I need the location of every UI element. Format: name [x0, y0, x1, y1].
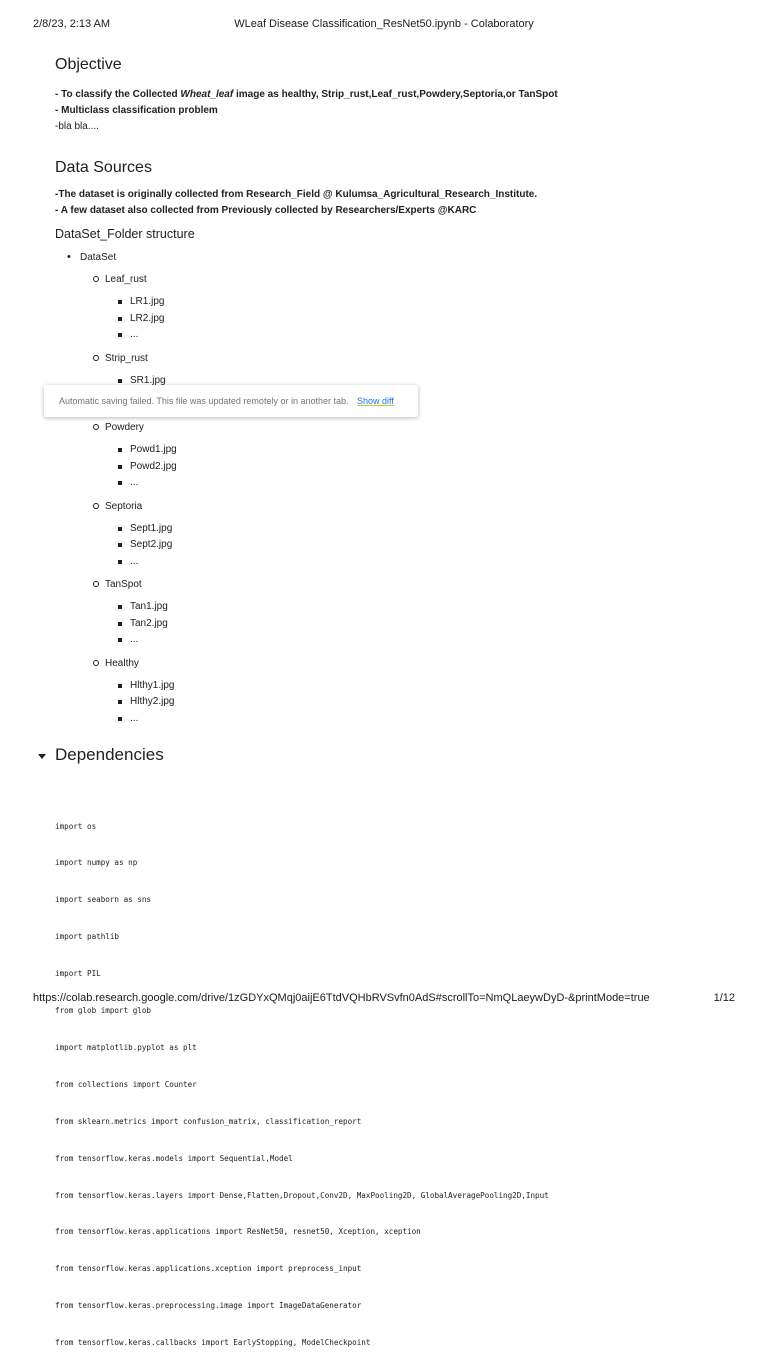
file-name: Sept1.jpg: [130, 521, 735, 538]
objective-line-1: [55, 87, 735, 103]
file-list: [105, 521, 735, 571]
file-name: Powd1.jpg: [130, 442, 735, 459]
file-name: ...: [130, 711, 735, 728]
file-item: [130, 554, 735, 571]
file-item: [130, 327, 735, 344]
data-sources-line-1: -The dataset is originally collected from Research_Field @ Kulumsa_Agricultural_Research_Institute.: [55, 189, 538, 200]
file-item: [130, 521, 735, 538]
file-item: [130, 616, 735, 633]
code-line: from tensorflow.keras.callbacks import EarlyStopping, ModelCheckpoint: [55, 1338, 371, 1348]
code-line: import matplotlib.pyplot as plt: [55, 1042, 197, 1052]
code-line: import seaborn as sns: [55, 895, 152, 905]
file-name: SR1.jpg: [130, 373, 735, 390]
file-name: ...: [130, 632, 735, 649]
file-list: [105, 599, 735, 649]
print-header: [0, 18, 768, 32]
code-line: import PIL: [55, 969, 101, 979]
folder-name: Healthy: [105, 656, 735, 672]
file-list: [105, 294, 735, 344]
objective-heading: Objective: [55, 56, 122, 73]
toast-message: Automatic saving failed. This file was updated remotely or in another tab.: [59, 396, 349, 406]
code-line: import numpy as np: [55, 858, 138, 868]
folder-item: [105, 656, 735, 728]
autosave-failed-toast: [44, 385, 418, 417]
file-item: [130, 599, 735, 616]
data-sources-heading: Data Sources: [55, 159, 152, 176]
file-name: ...: [130, 475, 735, 492]
objective-line-3: -bla bla....: [55, 121, 99, 132]
folder-name: TanSpot: [105, 577, 735, 593]
file-item: [130, 442, 735, 459]
tree-root-label: • DataSet: [80, 250, 735, 266]
objective-line-1-suffix: image as healthy, Strip_rust,Leaf_rust,Powdery,Septoria,or TanSpot: [233, 89, 558, 100]
folder-item: [105, 577, 735, 649]
folder-name: Strip_rust: [105, 351, 735, 367]
page-number: 1/12: [713, 992, 735, 1004]
file-name: ...: [130, 554, 735, 571]
file-item: [130, 294, 735, 311]
code-cell[interactable]: [55, 796, 745, 1362]
file-item: [130, 459, 735, 476]
print-url: https://colab.research.google.com/drive/1zGDYxQMqj0aijE6TtdVQHbRVSvfn0AdS#scrollTo=NmQLaeywDyD-&printMode=true: [33, 992, 650, 1004]
folder-name: Leaf_rust: [105, 272, 735, 288]
objective-line-2: - Multiclass classification problem: [55, 105, 218, 116]
print-datetime: 2/8/23, 2:13 AM: [33, 18, 111, 30]
code-line: from tensorflow.keras.layers import Dense,Flatten,Dropout,Conv2D, MaxPooling2D, GlobalAveragePooling2D,Input: [55, 1190, 549, 1200]
code-line: import pathlib: [55, 932, 120, 942]
file-name: Sept2.jpg: [130, 537, 735, 554]
file-name: Hlthy2.jpg: [130, 694, 735, 711]
file-item: [130, 475, 735, 492]
code-line: from glob import glob: [55, 1006, 152, 1016]
code-line: from tensorflow.keras.applications.xception import preprocess_input: [55, 1264, 362, 1274]
collapse-caret-icon[interactable]: [38, 754, 46, 759]
folder-list: [80, 272, 735, 727]
print-notebook-title: WLeaf Disease Classification_ResNet50.ipynb - Colaboratory: [234, 18, 534, 30]
folder-structure-heading: DataSet_Folder structure: [55, 227, 195, 241]
code-line: from tensorflow.keras.applications import ResNet50, resnet50, Xception, xception: [55, 1227, 421, 1237]
file-name: LR1.jpg: [130, 294, 735, 311]
code-line: from tensorflow.keras.models import Sequential,Model: [55, 1153, 293, 1163]
code-line: from tensorflow.keras.preprocessing.image import ImageDataGenerator: [55, 1301, 362, 1311]
file-item: [130, 694, 735, 711]
folder-item: [105, 272, 735, 344]
file-name: LR2.jpg: [130, 311, 735, 328]
code-line: from collections import Counter: [55, 1079, 197, 1089]
folder-item: [105, 499, 735, 571]
folder-item: [105, 351, 735, 390]
file-name: ...: [130, 327, 735, 344]
tree-root: [80, 250, 735, 727]
dependencies-heading: Dependencies: [55, 745, 164, 764]
file-name: Powd2.jpg: [130, 459, 735, 476]
data-sources-line-2: - A few dataset also collected from Previously collected by Researchers/Experts @KARC: [55, 205, 477, 216]
file-name: Tan1.jpg: [130, 599, 735, 616]
dataset-tree: [55, 250, 735, 727]
code-line: import os: [55, 821, 97, 831]
file-name: Hlthy1.jpg: [130, 678, 735, 695]
file-list: [105, 442, 735, 492]
file-item: [130, 711, 735, 728]
print-footer: [0, 992, 768, 1006]
folder-name: Powdery: [105, 420, 735, 436]
code-line: from sklearn.metrics import confusion_matrix, classification_report: [55, 1116, 362, 1126]
file-item: [130, 311, 735, 328]
objective-line-1-prefix: - To classify the Collected: [55, 89, 181, 100]
file-name: Tan2.jpg: [130, 616, 735, 633]
show-diff-link[interactable]: Show diff: [357, 396, 394, 406]
folder-item: [105, 420, 735, 492]
folder-name: Septoria: [105, 499, 735, 515]
file-item: [130, 632, 735, 649]
file-list: [105, 678, 735, 728]
file-item: [130, 537, 735, 554]
objective-line-1-italic: Wheat_leaf: [180, 89, 234, 100]
file-item: [130, 678, 735, 695]
